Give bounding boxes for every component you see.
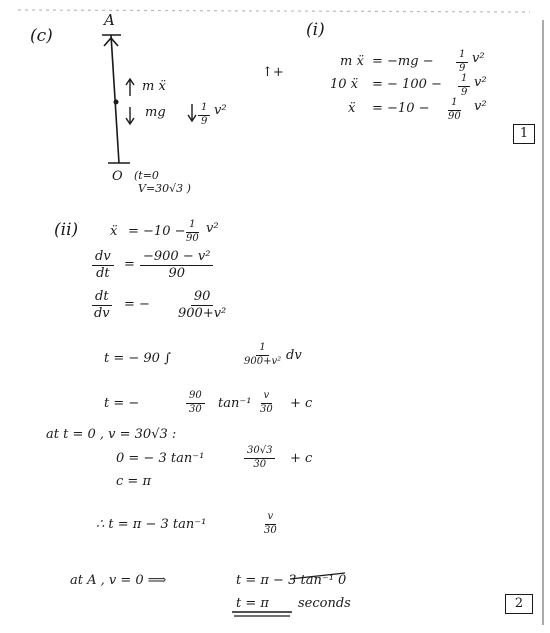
eq-ii1-v2: v² <box>206 221 219 236</box>
positive-direction: ↑+ <box>262 65 284 80</box>
eq-ii2-lhs-fraction: $\frac{dv}{dt}$ <box>92 250 114 280</box>
initial-time: (t=0 <box>134 169 159 182</box>
eq-ii1-lhs: ẍ <box>110 224 118 239</box>
eq-ii5-fraction: $\frac{90}{30}$ <box>186 391 205 415</box>
eq-ii4-fraction: $\frac{1}{\text{900+v²}}$ <box>244 342 282 367</box>
part-ii-label: (ii) <box>54 220 79 240</box>
final-substitution: t = π − 3 tan⁻¹ 0 <box>236 573 347 588</box>
final-units: seconds <box>298 596 351 611</box>
mark-box-ii: 2 <box>505 594 533 614</box>
force-down-mg: mg <box>145 105 166 120</box>
eq-i3-rhs: = −10 − <box>372 101 430 116</box>
eq-i1-lhs: m ẍ <box>340 54 364 69</box>
eq-ii4-left: t = − 90 ∫ <box>104 351 171 366</box>
final-condition: at A , v = 0 ⟹ <box>70 573 167 588</box>
eq-i3-v2: v² <box>474 99 487 114</box>
mark-box-i: 1 <box>513 124 535 144</box>
eq-ii8-fraction: $\frac{v}{30}$ <box>264 511 277 536</box>
point-a-label: A <box>104 11 115 29</box>
eq-i3-lhs: ẍ <box>348 101 356 116</box>
eq-ii5-arctan: tan⁻¹ <box>218 396 252 411</box>
part-c-label: (c) <box>30 26 53 46</box>
eq-ii3-lhs-fraction: $\frac{dt}{dv}$ <box>93 289 110 321</box>
eq-ii5-left: t = − <box>104 396 140 411</box>
eq-i2-v2: v² <box>474 75 487 90</box>
initial-velocity: V=30√3 ) <box>138 182 191 195</box>
eq-ii6-fraction: $\frac{30√3}{30}$ <box>244 446 275 470</box>
eq-i2-fraction: $\frac{1}{9}$ <box>458 74 470 98</box>
eq-ii7: c = π <box>116 474 151 489</box>
eq-ii8-left: ∴ t = π − 3 tan⁻¹ <box>96 517 207 532</box>
eq-ii5-arg-fraction: $\frac{v}{30}$ <box>260 390 273 415</box>
condition-line: at t = 0 , v = 30√3 : <box>46 427 177 442</box>
eq-i1-rhs: = −mg − <box>372 54 434 69</box>
eq-i1-v2: v² <box>472 51 485 66</box>
eq-i1-fraction: $\frac{1}{9}$ <box>456 50 468 74</box>
eq-i2-lhs: 10 ẍ <box>330 77 359 92</box>
eq-i3-fraction: $\frac{1}{90}$ <box>448 97 461 122</box>
eq-ii3-equals: = − <box>124 297 150 312</box>
eq-ii5-const: + c <box>290 396 313 411</box>
eq-ii2-rhs-fraction: $\frac{\text{−900 − v²}}{90}$ <box>140 250 213 280</box>
point-o-label: O <box>112 169 123 184</box>
eq-ii3-rhs-fraction: $\frac{90}{\text{900+v²}}$ <box>178 289 227 321</box>
force-down-fraction: $\frac{1}{9}$ <box>198 103 210 127</box>
eq-ii1-fraction: $\frac{1}{90}$ <box>186 219 199 244</box>
eq-ii6-left: 0 = − 3 tan⁻¹ <box>116 451 205 466</box>
eq-ii2-equals: = <box>124 257 135 272</box>
eq-ii4-dv: dv <box>286 348 302 363</box>
final-answer: t = π <box>236 596 269 611</box>
force-up-label: m ẍ <box>142 79 166 94</box>
eq-ii1-rhs: = −10 − <box>128 224 186 239</box>
part-i-label: (i) <box>306 20 325 40</box>
eq-ii6-const: + c <box>290 451 313 466</box>
force-down-v2: v² <box>214 103 227 118</box>
eq-i2-rhs: = − 100 − <box>372 77 442 92</box>
